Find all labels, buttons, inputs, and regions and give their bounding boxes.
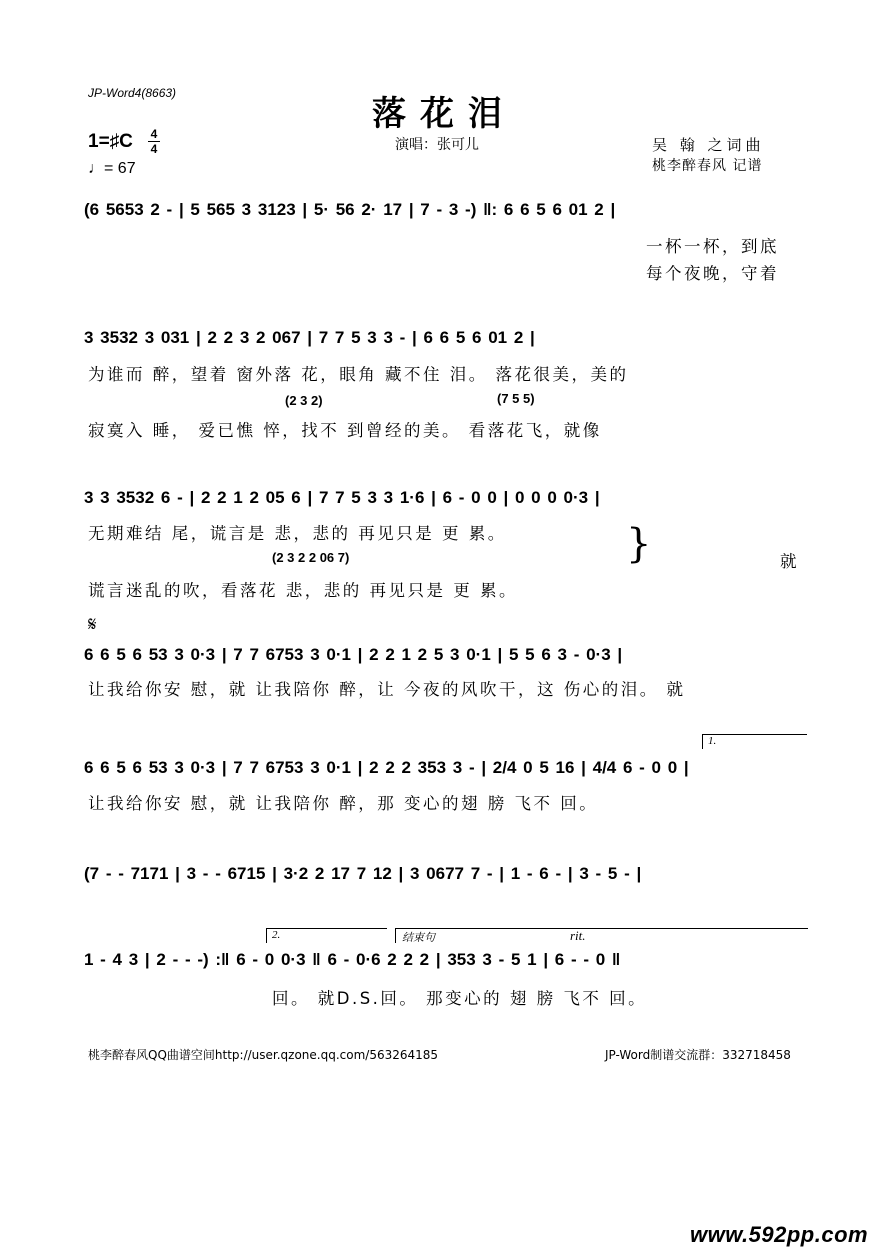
second-ending-bracket [266,928,387,943]
time-bottom: 4 [150,142,158,156]
alt-notes-line-2-b: (7 5 5) [497,391,535,406]
lyric-line-4: 让我给你安 慰，就 让我陪你 醉，让 今夜的风吹干，这 伤心的泪。 就 [88,680,686,699]
coda-label: 结束句 [402,932,435,944]
composer-credit: 吴 翰 之词曲 [652,136,765,154]
footer-source: 桃李醉春风QQ曲谱空间http://user.qzone.qq.com/563264185 [88,1048,439,1062]
lyric-line-3-verse-1: 无期难结 尾，谎言是 悲，悲的 再见只是 更 累。 [88,524,507,543]
song-title: 落花泪 [372,94,516,134]
staff-line-3: 3 3 3532 6 - | 2 2 1 2 05 6 | 7 7 5 3 3 1·6 | 6 - 0 0 | 0 0 0 0·3 | [84,488,600,507]
time-top: 4 [150,127,158,141]
staff-line-2: 3 3532 3 031 | 2 2 3 2 067 | 7 7 5 3 3 - | 6 6 5 6 01 2 | [84,328,535,347]
time-signature [148,128,160,155]
alt-notes-line-3: (2 3 2 2 06 7) [272,550,350,565]
site-watermark: www.592pp.com [690,1222,869,1247]
segno-sign: 𝄋 [88,612,97,636]
alt-notes-line-2-a: (2 3 2) [285,393,323,408]
coda-bracket [395,928,808,943]
lyric-line-3-verse-2: 谎言迷乱的吹，看落花 悲，悲的 再见只是 更 累。 [88,581,518,600]
first-ending-label: 1. [708,735,717,747]
first-ending-bracket [702,734,807,749]
staff-line-1: (6 5653 2 - | 5 565 3 3123 | 5· 56 2· 17 | 7 - 3 -) ‖: 6 6 5 6 01 2 | [84,200,616,219]
staff-line-6: (7 - - 7171 | 3 - - 6715 | 3·2 2 17 7 12 | 3 0677 7 - | 1 - 6 - | 3 - 5 - | [84,864,642,883]
lyric-line-2-verse-2: 寂寞入 睡， 爱已憔 悴，找不 到曾经的美。 看落花飞，就像 [88,421,602,440]
tempo-marking: ♩= 67 [88,160,136,177]
arranger-credit: 桃李醉春风 记谱 [652,158,763,174]
lyric-line-5: 让我给你安 慰，就 让我陪你 醉，那 变心的翅 膀 飞不 回。 [88,794,599,813]
ritardando-mark: rit. [570,928,586,943]
second-ending-label: 2. [272,929,281,941]
lyric-line-1-verse-2: 每个夜晚，守着 [646,264,779,283]
singer-credit: 演唱：张可儿 [395,137,479,153]
staff-line-5: 6 6 5 6 53 3 0·3 | 7 7 6753 3 0·1 | 2 2 2 353 3 - | 2/4 0 5 16 | 4/4 6 - 0 0 | [84,758,689,777]
staff-line-4: 6 6 5 6 53 3 0·3 | 7 7 6753 3 0·1 | 2 2 1 2 5 3 0·1 | 5 5 6 3 - 0·3 | [84,645,623,664]
lyric-line-7: 回。 就D.S.回。 那变心的 翅 膀 飞不 回。 [272,989,648,1008]
footer-group: JP-Word制谱交流群：332718458 [605,1048,791,1062]
side-lyric: 就 [780,552,799,571]
verse-brace: } [626,521,652,567]
lyric-line-1-verse-1: 一杯一杯，到底 [646,237,779,256]
lyric-line-2-verse-1: 为谁而 醉，望着 窗外落 花，眼角 藏不住 泪。 落花很美，美的 [88,365,629,384]
staff-line-7: 1 - 4 3 | 2 - - -) :‖ 6 - 0 0·3 ‖ 6 - 0·6 2 2 2 | 353 3 - 5 1 | 6 - - 0 ‖ [84,950,621,969]
software-version: JP-Word4(8663) [88,86,177,100]
key-signature: 1=♯C [88,131,133,152]
